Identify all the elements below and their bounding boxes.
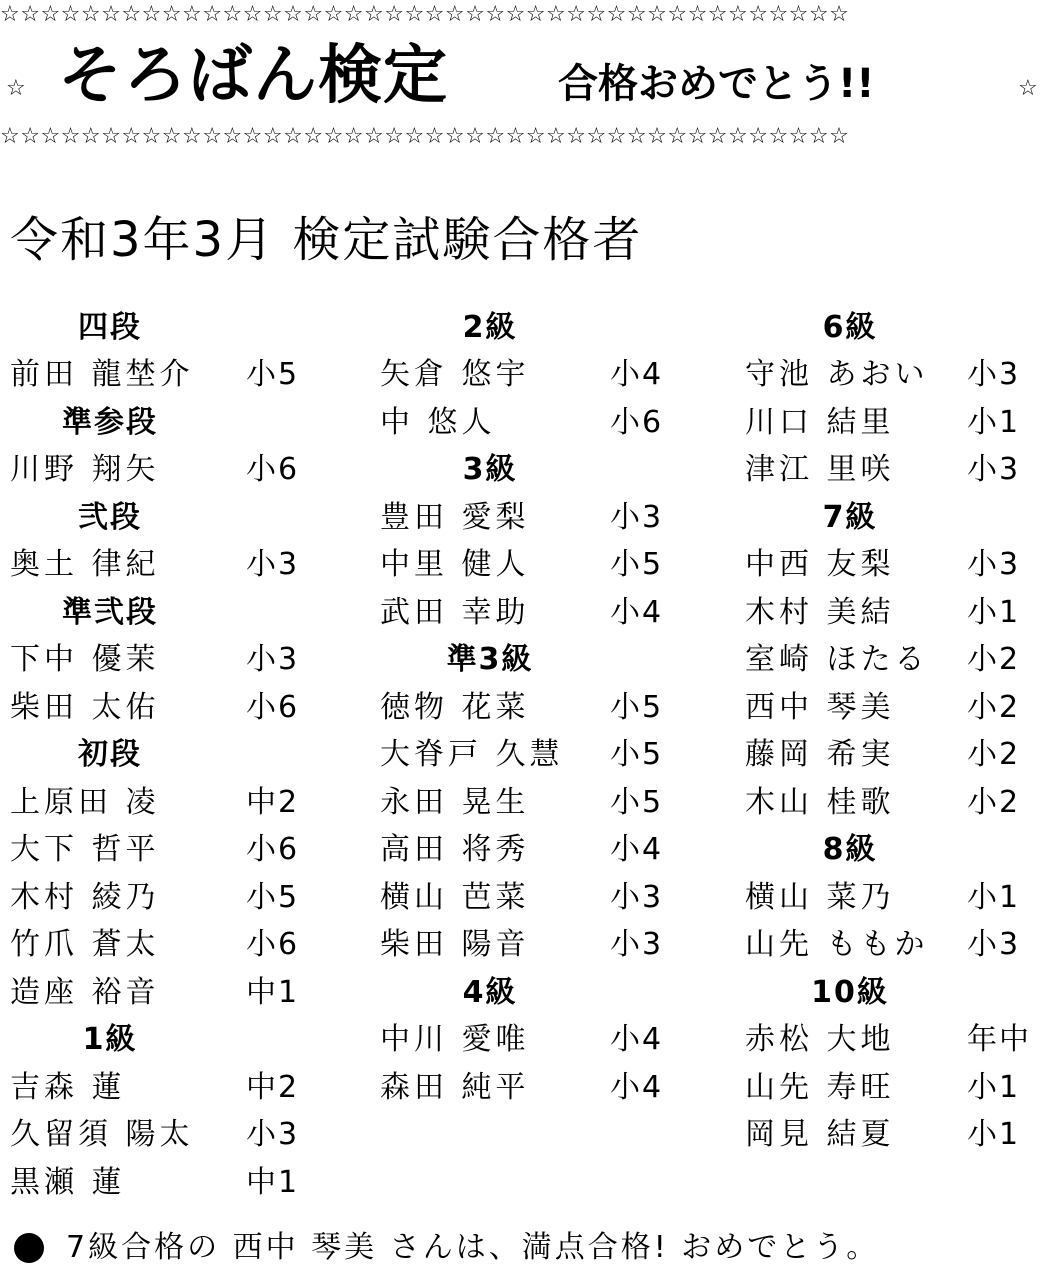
rank-heading: 初段 <box>78 737 142 773</box>
passer-grade: 小4 <box>610 832 664 868</box>
passer-grade: 中1 <box>246 974 300 1010</box>
passer-name: 山先 寿旺 <box>745 1069 895 1105</box>
star-border-bottom: ☆☆☆☆☆☆☆☆☆☆☆☆☆☆☆☆☆☆☆☆☆☆☆☆☆☆☆☆☆☆☆☆☆☆☆☆☆☆☆☆☆☆ <box>0 124 850 149</box>
passer-grade: 小4 <box>610 1022 664 1058</box>
passer-row <box>10 1155 320 1203</box>
passer-grade: 小1 <box>967 404 1021 440</box>
passer-name: 久留須 陽太 <box>10 1117 194 1153</box>
rank-heading: 6級 <box>822 309 878 345</box>
passer-grade: 小6 <box>246 927 300 963</box>
passer-grade: 小5 <box>610 547 664 583</box>
passer-name: 竹爪 蒼太 <box>10 927 160 963</box>
passer-name: 上原田 凌 <box>10 784 160 820</box>
passer-grade: 中1 <box>246 1164 300 1200</box>
passer-row <box>10 1108 320 1156</box>
rank-heading: 2級 <box>462 309 518 345</box>
bullet-icon <box>14 1233 44 1263</box>
passer-name: 黒瀬 蓮 <box>10 1164 126 1200</box>
passer-grade: 中2 <box>246 1069 300 1105</box>
passer-row <box>745 395 1045 443</box>
passer-row <box>380 775 700 823</box>
banner-subtitle: 合格おめでとう!! <box>558 61 875 107</box>
passer-name: 武田 幸助 <box>380 594 530 630</box>
rank-heading: 8級 <box>822 832 878 868</box>
passer-row <box>380 395 700 443</box>
passer-name: 高田 将秀 <box>380 832 530 868</box>
rank-heading: 準弐段 <box>62 594 158 630</box>
passer-row <box>380 870 700 918</box>
rank-heading: 3級 <box>462 452 518 488</box>
passer-row <box>10 633 320 681</box>
rank-heading: 準参段 <box>62 404 158 440</box>
passer-name: 柴田 陽音 <box>380 927 530 963</box>
passer-grade: 小1 <box>967 1117 1021 1153</box>
passer-grade: 小2 <box>967 784 1021 820</box>
roster-column-1 <box>10 300 320 1203</box>
passer-name: 中西 友梨 <box>745 547 895 583</box>
passer-name: 矢倉 悠宇 <box>380 357 530 393</box>
passer-grade: 小4 <box>610 357 664 393</box>
passer-name: 前田 龍埜介 <box>10 357 194 393</box>
passer-row <box>10 443 320 491</box>
passer-name: 横山 芭菜 <box>380 879 530 915</box>
passer-name: 赤松 大地 <box>745 1022 895 1058</box>
passer-grade: 小3 <box>967 357 1021 393</box>
passer-row <box>10 775 320 823</box>
passer-row <box>745 728 1045 776</box>
passer-grade: 小4 <box>610 594 664 630</box>
passer-grade: 小1 <box>967 594 1021 630</box>
passer-name: 西中 琴美 <box>745 689 895 725</box>
footer-text: 7級合格の 西中 琴美 さんは、満点合格! おめでとう。 <box>66 1230 880 1265</box>
passer-grade: 小5 <box>246 879 300 915</box>
passer-grade: 小2 <box>967 642 1021 678</box>
passer-name: 木村 美結 <box>745 594 895 630</box>
passer-name: 豊田 愛梨 <box>380 499 530 535</box>
passer-name: 大下 哲平 <box>10 832 160 868</box>
passer-row <box>10 348 320 396</box>
passer-name: 木村 綾乃 <box>10 879 160 915</box>
passer-name: 守池 あおい <box>745 357 929 393</box>
passer-row <box>745 870 1045 918</box>
passer-row <box>380 918 700 966</box>
passer-name: 森田 純平 <box>380 1069 530 1105</box>
passer-row <box>380 1060 700 1108</box>
passer-row <box>380 1013 700 1061</box>
passer-name: 永田 晃生 <box>380 784 530 820</box>
passer-row <box>10 965 320 1013</box>
rank-heading: 弐段 <box>78 499 142 535</box>
passer-name: 中里 健人 <box>380 547 530 583</box>
passer-name: 徳物 花菜 <box>380 689 530 725</box>
passer-name: 柴田 太佑 <box>10 689 160 725</box>
passer-name: 川野 翔矢 <box>10 452 160 488</box>
rank-heading: 10級 <box>811 974 889 1010</box>
passer-name: 下中 優茉 <box>10 642 160 678</box>
passer-name: 吉森 蓮 <box>10 1069 126 1105</box>
passer-row <box>10 538 320 586</box>
passer-name: 横山 菜乃 <box>745 879 895 915</box>
passer-row <box>745 1108 1045 1156</box>
passer-name: 岡見 結夏 <box>745 1117 895 1153</box>
passer-row <box>745 443 1045 491</box>
passer-grade: 小3 <box>610 927 664 963</box>
passer-row <box>745 775 1045 823</box>
passer-grade: 小1 <box>967 879 1021 915</box>
passer-row <box>745 633 1045 681</box>
banner-title: そろばん検定 <box>58 39 448 113</box>
passer-grade: 小6 <box>610 404 664 440</box>
footer-note <box>14 1228 879 1268</box>
star-border-top: ☆☆☆☆☆☆☆☆☆☆☆☆☆☆☆☆☆☆☆☆☆☆☆☆☆☆☆☆☆☆☆☆☆☆☆☆☆☆☆☆☆☆ <box>0 2 850 27</box>
passer-row <box>380 680 700 728</box>
passer-row <box>745 538 1045 586</box>
roster-column-3 <box>745 300 1045 1155</box>
passer-row <box>745 585 1045 633</box>
passer-row <box>10 870 320 918</box>
passer-grade: 小3 <box>610 879 664 915</box>
passer-name: 中 悠人 <box>380 404 496 440</box>
passer-row <box>745 680 1045 728</box>
passer-row <box>380 348 700 396</box>
passer-row <box>380 585 700 633</box>
rank-heading: 準3級 <box>446 642 534 678</box>
passer-row <box>745 1013 1045 1061</box>
passer-grade: 小5 <box>610 784 664 820</box>
passer-row <box>10 823 320 871</box>
passer-grade: 小3 <box>967 452 1021 488</box>
passer-name: 中川 愛唯 <box>380 1022 530 1058</box>
passer-row <box>745 1060 1045 1108</box>
passer-row <box>380 823 700 871</box>
passer-grade: 小6 <box>246 452 300 488</box>
passer-grade: 小2 <box>967 689 1021 725</box>
passer-name: 大脊戸 久慧 <box>380 737 564 773</box>
star-icon-right: ☆ <box>1018 76 1038 101</box>
passer-grade: 小1 <box>967 1069 1021 1105</box>
passer-grade: 年中 <box>967 1022 1031 1058</box>
passer-grade: 小5 <box>610 737 664 773</box>
passer-row <box>380 490 700 538</box>
passer-name: 津江 里咲 <box>745 452 895 488</box>
passer-name: 藤岡 希実 <box>745 737 895 773</box>
rank-heading: 7級 <box>822 499 878 535</box>
passer-grade: 小3 <box>967 927 1021 963</box>
rank-heading: 1級 <box>82 1022 138 1058</box>
passer-grade: 小3 <box>246 1117 300 1153</box>
passer-row <box>380 538 700 586</box>
passer-row <box>745 348 1045 396</box>
passer-grade: 小3 <box>610 499 664 535</box>
passer-row <box>380 728 700 776</box>
passer-name: 造座 裕音 <box>10 974 160 1010</box>
passer-row <box>10 918 320 966</box>
passer-name: 室崎 ほたる <box>745 642 929 678</box>
passer-name: 奥土 律紀 <box>10 547 160 583</box>
passer-row <box>745 918 1045 966</box>
passer-name: 山先 ももか <box>745 927 929 963</box>
passer-grade: 小5 <box>246 357 300 393</box>
passer-grade: 小6 <box>246 689 300 725</box>
roster-column-2 <box>380 300 700 1108</box>
page-heading: 令和3年3月 検定試験合格者 <box>10 212 643 268</box>
passer-row <box>10 680 320 728</box>
passer-name: 川口 結里 <box>745 404 895 440</box>
passer-grade: 小6 <box>246 832 300 868</box>
star-icon-left: ☆ <box>6 76 26 101</box>
passer-grade: 小3 <box>246 547 300 583</box>
passer-grade: 小2 <box>967 737 1021 773</box>
passer-grade: 小3 <box>246 642 300 678</box>
rank-heading: 四段 <box>78 309 142 345</box>
passer-row <box>10 1060 320 1108</box>
rank-heading: 4級 <box>462 974 518 1010</box>
passer-name: 木山 桂歌 <box>745 784 895 820</box>
passer-grade: 中2 <box>246 784 300 820</box>
passer-grade: 小4 <box>610 1069 664 1105</box>
passer-grade: 小3 <box>967 547 1021 583</box>
passer-grade: 小5 <box>610 689 664 725</box>
